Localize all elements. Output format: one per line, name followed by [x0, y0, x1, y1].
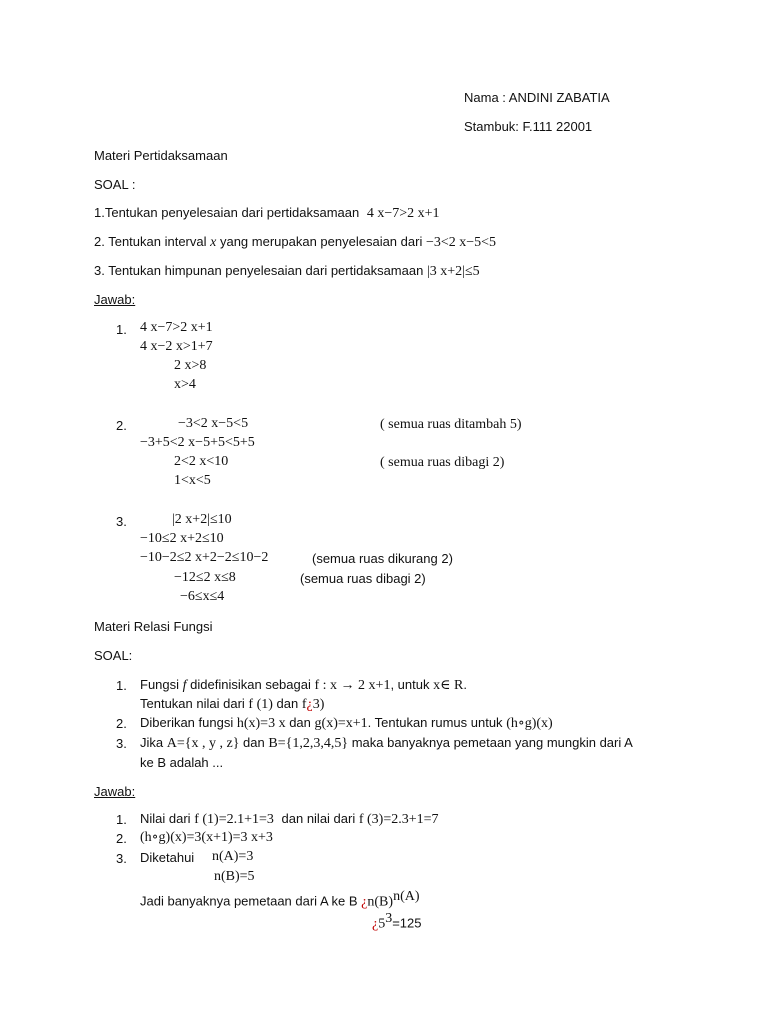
answer-1-line: 4 x−2 x>1+7: [140, 339, 213, 354]
answer-1-line: 2 x>8: [174, 358, 207, 373]
fungsi-answer-3-conclusion: Jadi banyaknya pemetaan dari A ke B ¿$n(B)^{n(A)}$: [140, 889, 420, 910]
question-1-math: 4 x−7>2 x+1: [366, 206, 440, 221]
fungsi-answer-3-diketahui: Diketahui: [140, 850, 195, 865]
fungsi-question-1-number: 1.: [116, 678, 127, 693]
fungsi-question-1: Fungsi f didefinisikan sebagai f : x → 2 x+1, untuk x∈ R.: [140, 677, 467, 693]
fungsi-question-2-number: 2.: [116, 716, 127, 731]
section-title-pertidaksamaan: Materi Pertidaksamaan: [94, 148, 228, 163]
fungsi-question-2: Diberikan fungsi h(x)=3 x dan g(x)=x+1. Tentukan rumus untuk (h∘g)(x): [140, 715, 553, 731]
answer-2-line: −3+5<2 x−5+5<5+5: [140, 435, 255, 450]
fungsi-answer-2-number: 2.: [116, 831, 127, 846]
jawab-label: Jawab:: [94, 784, 136, 799]
fungsi-question-3: Jika A={x , y , z} dan B={1,2,3,4,5} maka banyaknya pemetaan yang mungkin dari A: [140, 735, 633, 751]
question-2-var: x: [210, 235, 217, 250]
answer-1-line: 4 x−7>2 x+1: [140, 320, 213, 335]
fungsi-answer-1: Nilai dari f (1)=2.1+1=3 dan nilai dari f (3)=2.3+1=7: [140, 811, 439, 827]
answer-2-number: 2.: [116, 418, 127, 433]
answer-2-line: 1<x<5: [174, 473, 211, 488]
fungsi-answer-1-number: 1.: [116, 812, 127, 827]
answer-3-note: (semua ruas dibagi 2): [300, 571, 426, 586]
answer-3-line: −12≤2 x≤8: [174, 570, 236, 585]
fungsi-question-3-number: 3.: [116, 736, 127, 751]
soal-label: SOAL:: [94, 648, 133, 663]
fungsi-answer-3-nB: n(B)=5: [214, 869, 255, 884]
fungsi-question-1-line2: Tentukan nilai dari f (1) dan f¿3): [140, 696, 325, 712]
fungsi-answer-3-result: ¿$5^3=125$: [372, 911, 422, 932]
section-title-relasi-fungsi: Materi Relasi Fungsi: [94, 619, 213, 634]
answer-2-note: ( semua ruas dibagi 2): [380, 455, 505, 470]
answer-3-line: −10−2≤2 x+2−2≤10−2: [140, 550, 269, 565]
soal-label: SOAL :: [94, 177, 136, 192]
jawab-label: Jawab:: [94, 292, 136, 307]
answer-1-line: x>4: [174, 377, 196, 392]
fungsi-answer-2: (h∘g)(x)=3(x+1)=3 x+3: [140, 830, 273, 845]
question-1: 1.Tentukan penyelesaian dari pertidaksamaan 4 x−7>2 x+1: [94, 205, 440, 221]
question-2-math: −3<2 x−5<5: [425, 235, 497, 250]
answer-2-line: 2<2 x<10: [174, 454, 229, 469]
fungsi-answer-3-number: 3.: [116, 851, 127, 866]
student-name: Nama : ANDINI ZABATIA: [464, 90, 610, 105]
question-2: 2. Tentukan interval x yang merupakan penyelesaian dari −3<2 x−5<5: [94, 234, 497, 250]
question-3: 3. Tentukan himpunan penyelesaian dari pertidaksamaan |3 x+2|≤5: [94, 263, 480, 279]
answer-2-line: −3<2 x−5<5: [178, 416, 249, 431]
fungsi-question-3-line2: ke B adalah ...: [140, 755, 224, 770]
answer-2-note: ( semua ruas ditambah 5): [380, 417, 522, 432]
answer-3-line: |2 x+2|≤10: [172, 512, 232, 527]
answer-3-note: (semua ruas dikurang 2): [312, 551, 453, 566]
fungsi-answer-3-nA: n(A)=3: [212, 849, 254, 864]
question-3-math: |3 x+2|≤5: [426, 264, 480, 279]
answer-3-line: −10≤2 x+2≤10: [140, 531, 224, 546]
student-id: Stambuk: F.111 22001: [464, 119, 593, 134]
answer-3-line: −6≤x≤4: [180, 589, 225, 604]
answer-3-number: 3.: [116, 514, 127, 529]
answer-1-number: 1.: [116, 322, 127, 337]
